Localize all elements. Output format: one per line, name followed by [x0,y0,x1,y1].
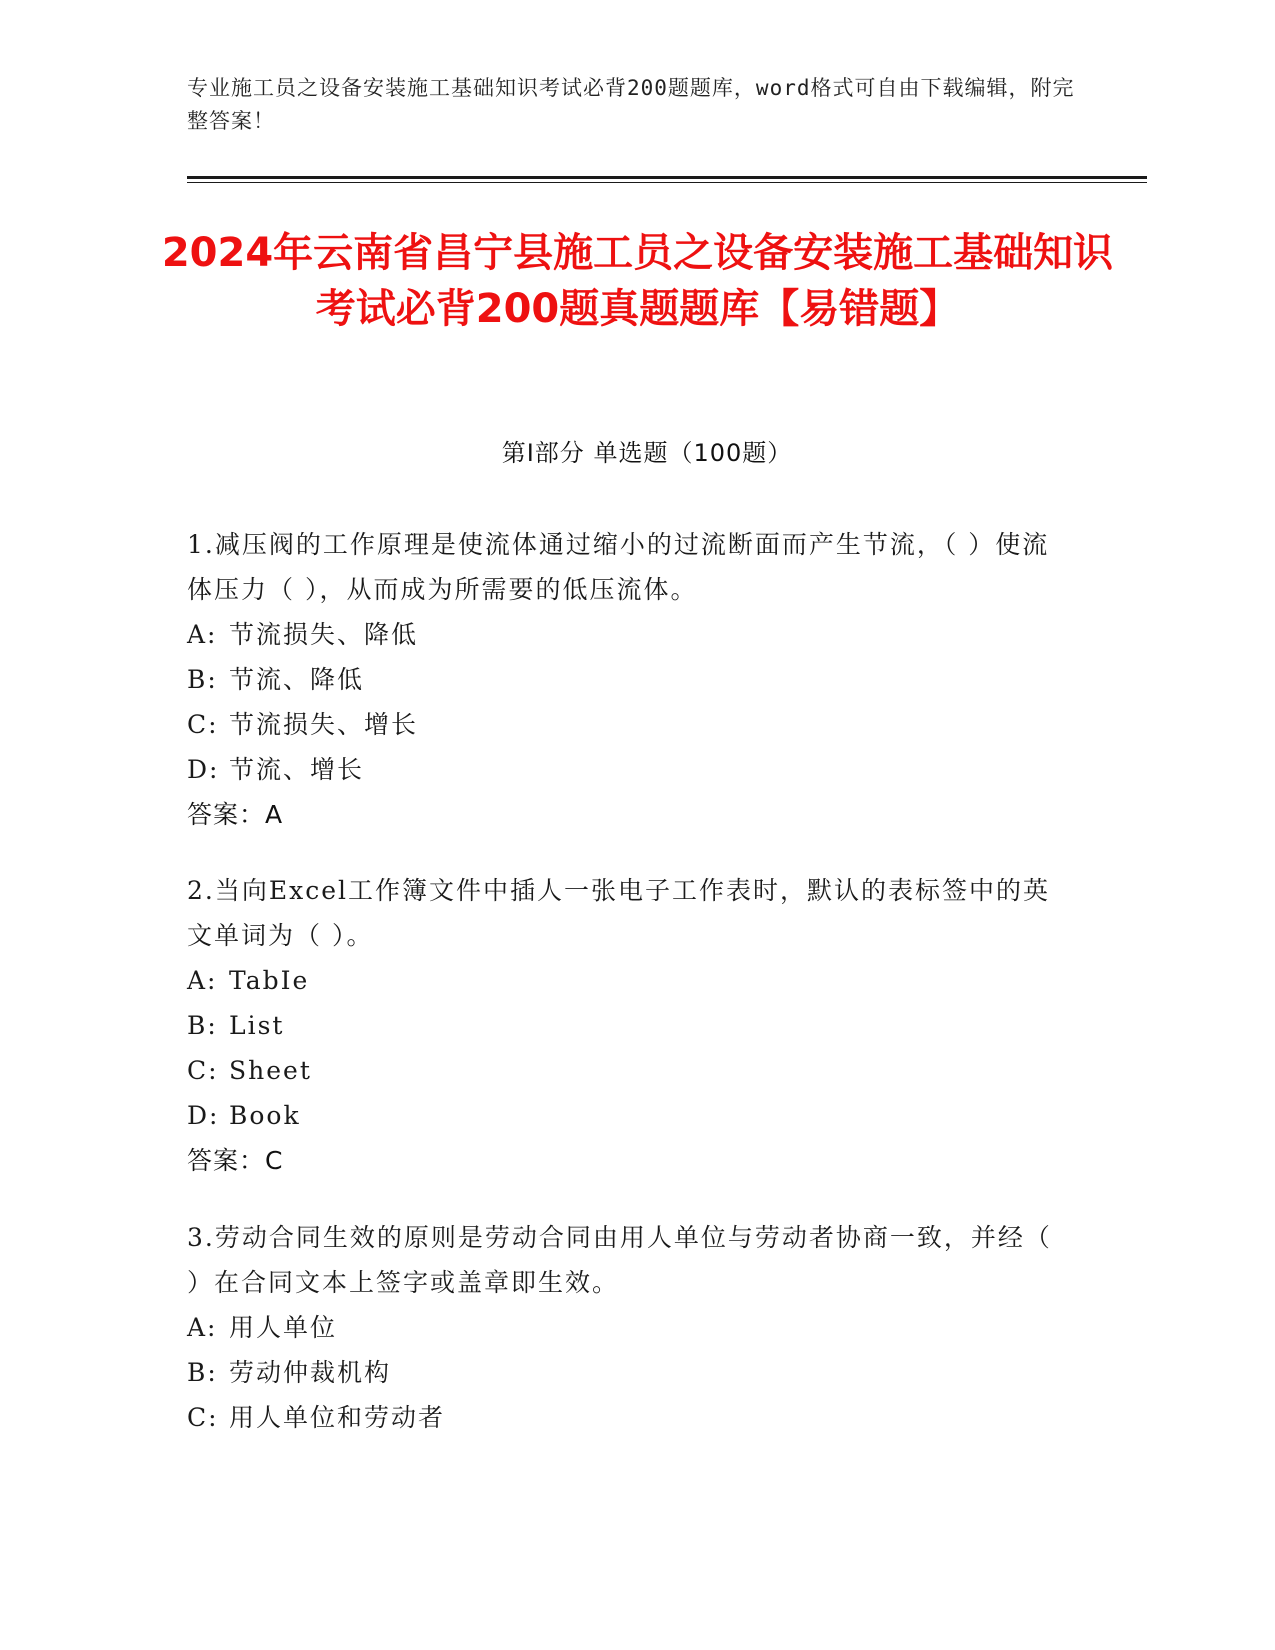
section-heading: 第Ⅰ部分 单选题（100题） [501,439,793,467]
option-text: List [229,1011,285,1040]
option-letter: A: [187,1313,218,1342]
question-3 [187,1215,1067,1440]
option-text: TabIe [229,966,310,995]
answer-line: 答案：C [187,1146,284,1175]
option-text: 节流、增长 [229,755,365,784]
option-letter: B: [187,1358,218,1387]
option-c [187,1395,1067,1440]
option-text: Sheet [229,1056,312,1085]
question-2 [187,868,1067,1183]
option-letter: B: [187,1011,218,1040]
question-text: 1.减压阀的工作原理是使流体通过缩小的过流断面而产生节流，（ ）使流体压力（ ），从而成为所需要的低压流体。 [187,530,1050,604]
question-1 [187,522,1067,837]
option-text: 用人单位和劳动者 [229,1403,446,1432]
option-a [187,612,1067,657]
option-b [187,657,1067,702]
option-text: Book [229,1101,301,1130]
option-b [187,1003,1067,1048]
option-text: 节流损失、降低 [229,620,419,649]
option-letter: B: [187,665,218,694]
header-note: 专业施工员之设备安装施工基础知识考试必背200题题库，word格式可自由下载编辑，附完整答案！ [187,76,1075,133]
option-letter: A: [187,966,218,995]
document-title: 2024年云南省昌宁县施工员之设备安装施工基础知识考试必背200题真题题库【易错题】 [161,230,1114,332]
header-rule-thin [187,182,1147,183]
option-text: 用人单位 [229,1313,338,1342]
question-text: 2.当向Excel工作簿文件中插人一张电子工作表时，默认的表标签中的英文单词为（ ）。 [187,876,1050,950]
option-letter: C: [187,1403,219,1432]
answer-line: 答案：A [187,800,284,829]
option-d [187,747,1067,792]
option-a [187,1305,1067,1350]
option-text: 节流、降低 [229,665,365,694]
option-d [187,1093,1067,1138]
option-c [187,1048,1067,1093]
header-rule-thick [187,176,1147,179]
option-c [187,702,1067,747]
option-letter: C: [187,710,219,739]
option-b [187,1350,1067,1395]
option-a [187,958,1067,1003]
option-letter: C: [187,1056,219,1085]
option-letter: D: [187,755,220,784]
option-letter: A: [187,620,218,649]
question-text: 3.劳动合同生效的原则是劳动合同由用人单位与劳动者协商一致，并经（ ）在合同文本上签字或盖章即生效。 [187,1223,1052,1297]
option-text: 节流损失、增长 [229,710,419,739]
option-letter: D: [187,1101,220,1130]
option-text: 劳动仲裁机构 [229,1358,392,1387]
